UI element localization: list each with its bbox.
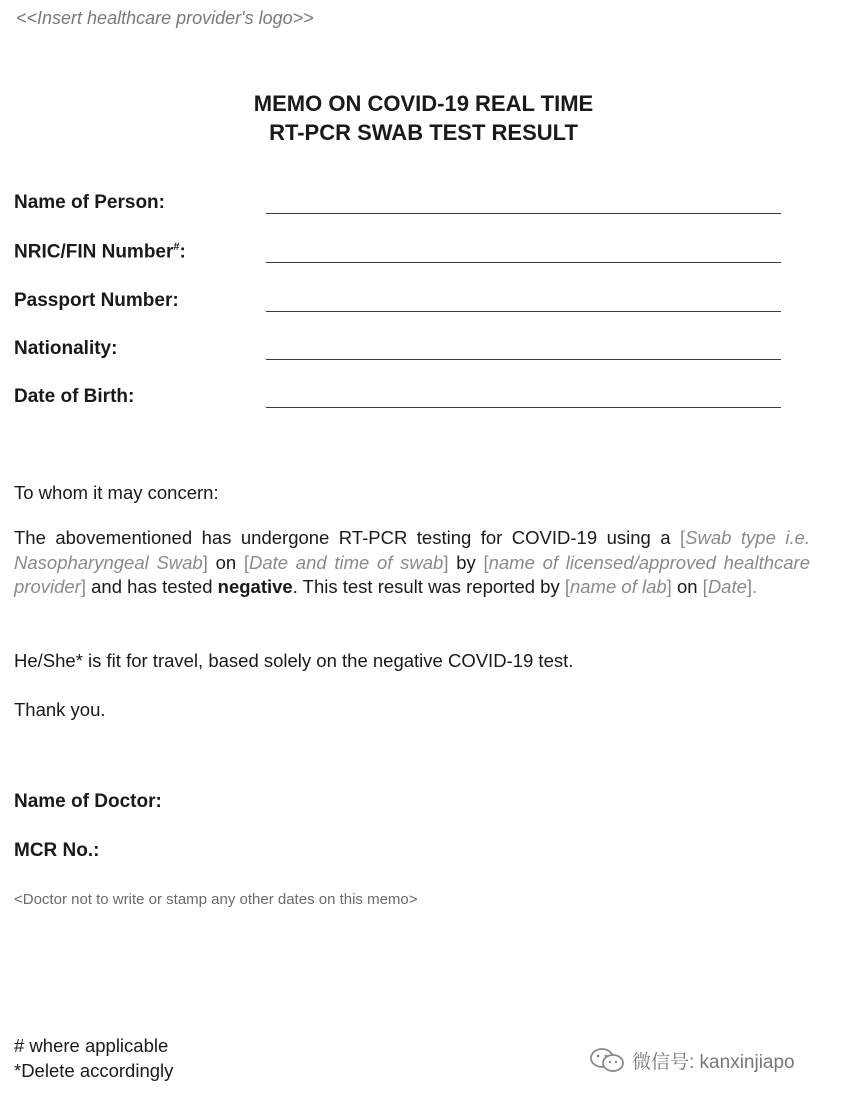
field-label-date-of-birth: Date of Birth: <box>14 386 135 407</box>
mcr-number-label: MCR No.: <box>14 840 100 861</box>
memo-title-line1: MEMO ON COVID-19 REAL TIME <box>253 91 594 116</box>
placeholder-healthcare-provider: name of licensed/approved healthcare provider <box>14 551 810 597</box>
p1-text-5: . This test result was reported by <box>292 576 565 597</box>
field-label-nric-fin-colon: : <box>179 241 186 263</box>
field-label-nric-fin-sup: # <box>173 241 180 253</box>
placeholder-report-date: Date <box>707 576 747 597</box>
field-line-name-of-person[interactable] <box>266 213 781 214</box>
doctor-note: <Doctor not to write or stamp any other dates on this memo> <box>14 891 418 908</box>
field-line-nric-fin[interactable] <box>266 262 781 263</box>
logo-placeholder: <<Insert healthcare provider's logo>> <box>16 8 314 28</box>
p1-text-1: The abovementioned has undergone RT-PCR testing for COVID-19 using a <box>14 527 681 548</box>
field-line-passport-number[interactable] <box>266 311 781 312</box>
field-label-passport-number: Passport Number: <box>14 290 179 311</box>
memo-title <box>0 89 847 147</box>
placeholder-lab-name: name of lab <box>569 576 667 597</box>
footnote-hash: # where applicable <box>14 1035 169 1056</box>
field-label-name-of-person: Name of Person: <box>14 192 165 213</box>
field-label-nationality: Nationality: <box>14 338 118 359</box>
field-label-nric-fin <box>14 241 186 263</box>
result-paragraph: The abovementioned has undergone RT-PCR testing for COVID-19 using a [Swab type i.e. Nasopharyngeal Swab] on [Date and time of swab] by [name of licensed/approved healthcare provider] and has tested negative. This test result was reported by [name of lab] on [Date]. <box>14 527 811 597</box>
p1-text-2: on <box>207 551 244 573</box>
field-label-nric-fin-text: NRIC/FIN Number <box>14 241 174 263</box>
watermark-text: 微信号: kanxinjiapo <box>632 1051 795 1073</box>
doctor-name-label: Name of Doctor: <box>14 791 162 812</box>
fit-for-travel-paragraph: He/She* is fit for travel, based solely on the negative COVID-19 test. <box>14 650 574 671</box>
p1-text-3: by <box>448 551 484 573</box>
footnote-star: *Delete accordingly <box>14 1060 174 1081</box>
memo-title-line2: RT-PCR SWAB TEST RESULT <box>269 120 578 145</box>
p1-text-6: on <box>671 576 703 597</box>
result-negative: negative <box>217 576 293 597</box>
p1-text-7: . <box>752 576 758 597</box>
field-line-date-of-birth[interactable] <box>266 407 781 408</box>
placeholder-swab-type: Swab type i.e. Nasopharyngeal Swab <box>14 527 811 573</box>
placeholder-swab-datetime: Date and time of swab <box>249 551 444 573</box>
thank-you: Thank you. <box>14 699 106 720</box>
p1-text-4: and has tested <box>85 576 218 597</box>
salutation: To whom it may concern: <box>14 482 219 503</box>
field-line-nationality[interactable] <box>266 359 781 360</box>
wechat-icon <box>588 1046 626 1074</box>
wechat-watermark <box>588 1045 795 1075</box>
